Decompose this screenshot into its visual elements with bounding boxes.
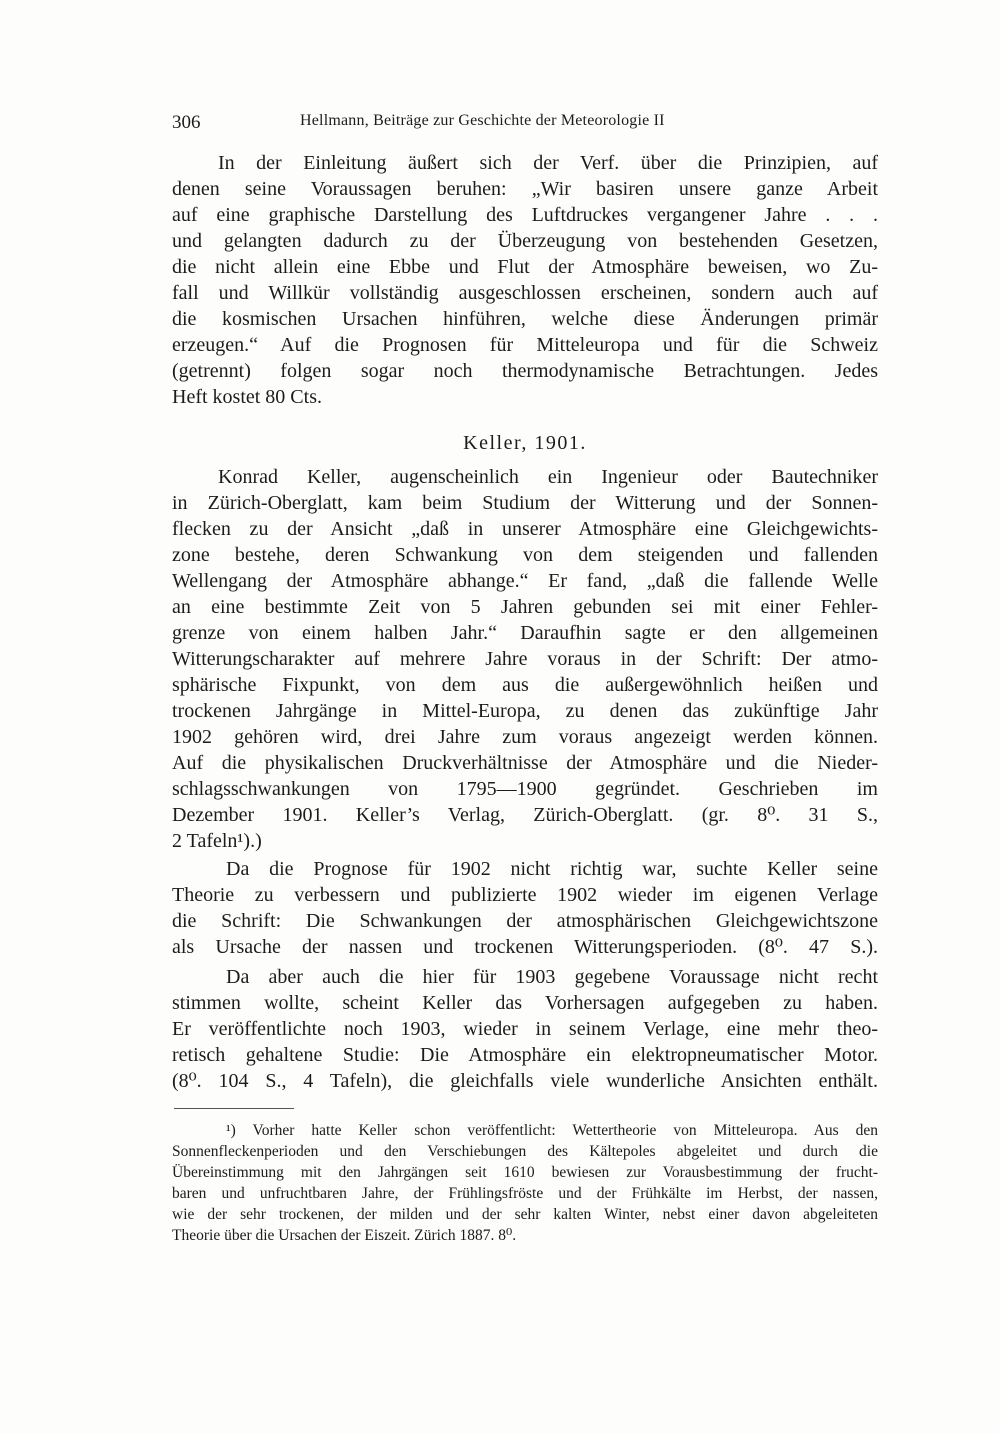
section-heading: Keller, 1901.: [463, 432, 587, 454]
text-line: schlagsschwankungen von 1795—1900 gegründet. Geschrieben im: [172, 778, 878, 800]
page-header: [172, 112, 880, 138]
text-line: In der Einleitung äußert sich der Verf. über die Prinzipien, auf: [218, 152, 878, 174]
text-line: (getrennt) folgen sogar noch thermodynamische Betrachtungen. Jedes: [172, 360, 878, 382]
text-line: (8⁰. 104 S., 4 Tafeln), die gleichfalls viele wunderliche Ansichten enthält.: [172, 1070, 878, 1092]
text-line: 1902 gehören wird, drei Jahre zum voraus angezeigt werden können.: [172, 726, 878, 748]
text-line: zone bestehe, deren Schwankung von dem steigenden und fallenden: [172, 544, 878, 566]
text-line: die nicht allein eine Ebbe und Flut der Atmosphäre beweisen, wo Zu-: [172, 256, 878, 278]
text-line: trockenen Jahrgänge in Mittel-Europa, zu denen das zukünftige Jahr: [172, 700, 878, 722]
text-line: flecken zu der Ansicht „daß in unserer Atmosphäre eine Gleichgewichts-: [172, 518, 878, 540]
text-line: Dezember 1901. Keller’s Verlag, Zürich-Oberglatt. (gr. 8⁰. 31 S.,: [172, 804, 878, 826]
text-line: Witterungscharakter auf mehrere Jahre voraus in der Schrift: Der atmo-: [172, 648, 878, 670]
text-line: stimmen wollte, scheint Keller das Vorhersagen aufgegeben zu haben.: [172, 992, 878, 1014]
footnote-line: Theorie über die Ursachen der Eiszeit. Zürich 1887. 8⁰.: [172, 1227, 517, 1244]
text-line: Heft kostet 80 Cts.: [172, 386, 322, 408]
text-line: Da die Prognose für 1902 nicht richtig war, suchte Keller seine: [226, 858, 878, 880]
footnote-line: wie der sehr trockenen, der milden und der sehr kalten Winter, nebst einer davon abgeleiteten: [172, 1206, 878, 1223]
page-number: 306: [172, 112, 201, 133]
footnote-line: Übereinstimmung mit den Jahrgängen seit 1610 bewiesen zur Vorausbestimmung der frucht-: [172, 1164, 878, 1181]
footnote-line: ¹) Vorher hatte Keller schon veröffentlicht: Wettertheorie von Mitteleuropa. Aus den: [226, 1122, 878, 1139]
text-line: und gelangten dadurch zu der Überzeugung von bestehenden Gesetzen,: [172, 230, 878, 252]
text-line: Auf die physikalischen Druckverhältnisse der Atmosphäre und die Nieder-: [172, 752, 878, 774]
text-line: fall und Willkür vollständig ausgeschlossen erscheinen, sondern auch auf: [172, 282, 878, 304]
text-line: grenze von einem halben Jahr.“ Daraufhin sagte er den allgemeinen: [172, 622, 878, 644]
running-head: Hellmann, Beiträge zur Geschichte der Meteorologie II: [300, 112, 665, 129]
text-line: denen seine Voraussagen beruhen: „Wir basiren unsere ganze Arbeit: [172, 178, 878, 200]
footnote-rule: [174, 1108, 294, 1109]
text-line: Wellengang der Atmosphäre abhange.“ Er fand, „daß die fallende Welle: [172, 570, 878, 592]
text-line: Da aber auch die hier für 1903 gegebene Voraussage nicht recht: [226, 966, 878, 988]
text-line: Theorie zu verbessern und publizierte 1902 wieder im eigenen Verlage: [172, 884, 878, 906]
footnote-line: Sonnenfleckenperioden und den Verschiebungen des Kältepoles abgeleitet und durch die: [172, 1143, 878, 1160]
footnote-line: baren und unfruchtbaren Jahre, der Frühlingsfröste und der Frühkälte im Herbst, der nassen,: [172, 1185, 878, 1202]
text-line: in Zürich-Oberglatt, kam beim Studium der Witterung und der Sonnen-: [172, 492, 878, 514]
text-line: 2 Tafeln¹).): [172, 830, 262, 852]
text-line: Er veröffentlichte noch 1903, wieder in seinem Verlage, eine mehr theo-: [172, 1018, 878, 1040]
text-line: die kosmischen Ursachen hinführen, welche diese Änderungen primär: [172, 308, 878, 330]
text-line: Konrad Keller, augenscheinlich ein Ingenieur oder Bautechniker: [218, 466, 878, 488]
text-line: erzeugen.“ Auf die Prognosen für Mitteleuropa und für die Schweiz: [172, 334, 878, 356]
text-line: die Schrift: Die Schwankungen der atmosphärischen Gleichgewichtszone: [172, 910, 878, 932]
text-line: als Ursache der nassen und trockenen Witterungsperioden. (8⁰. 47 S.).: [172, 936, 878, 958]
text-line: sphärische Fixpunkt, von dem aus die außergewöhnlich heißen und: [172, 674, 878, 696]
text-line: retisch gehaltene Studie: Die Atmosphäre ein elektropneumatischer Motor.: [172, 1044, 878, 1066]
text-line: an eine bestimmte Zeit von 5 Jahren gebunden sei mit einer Fehler-: [172, 596, 878, 618]
text-line: auf eine graphische Darstellung des Luftdruckes vergangener Jahre . . .: [172, 204, 878, 226]
